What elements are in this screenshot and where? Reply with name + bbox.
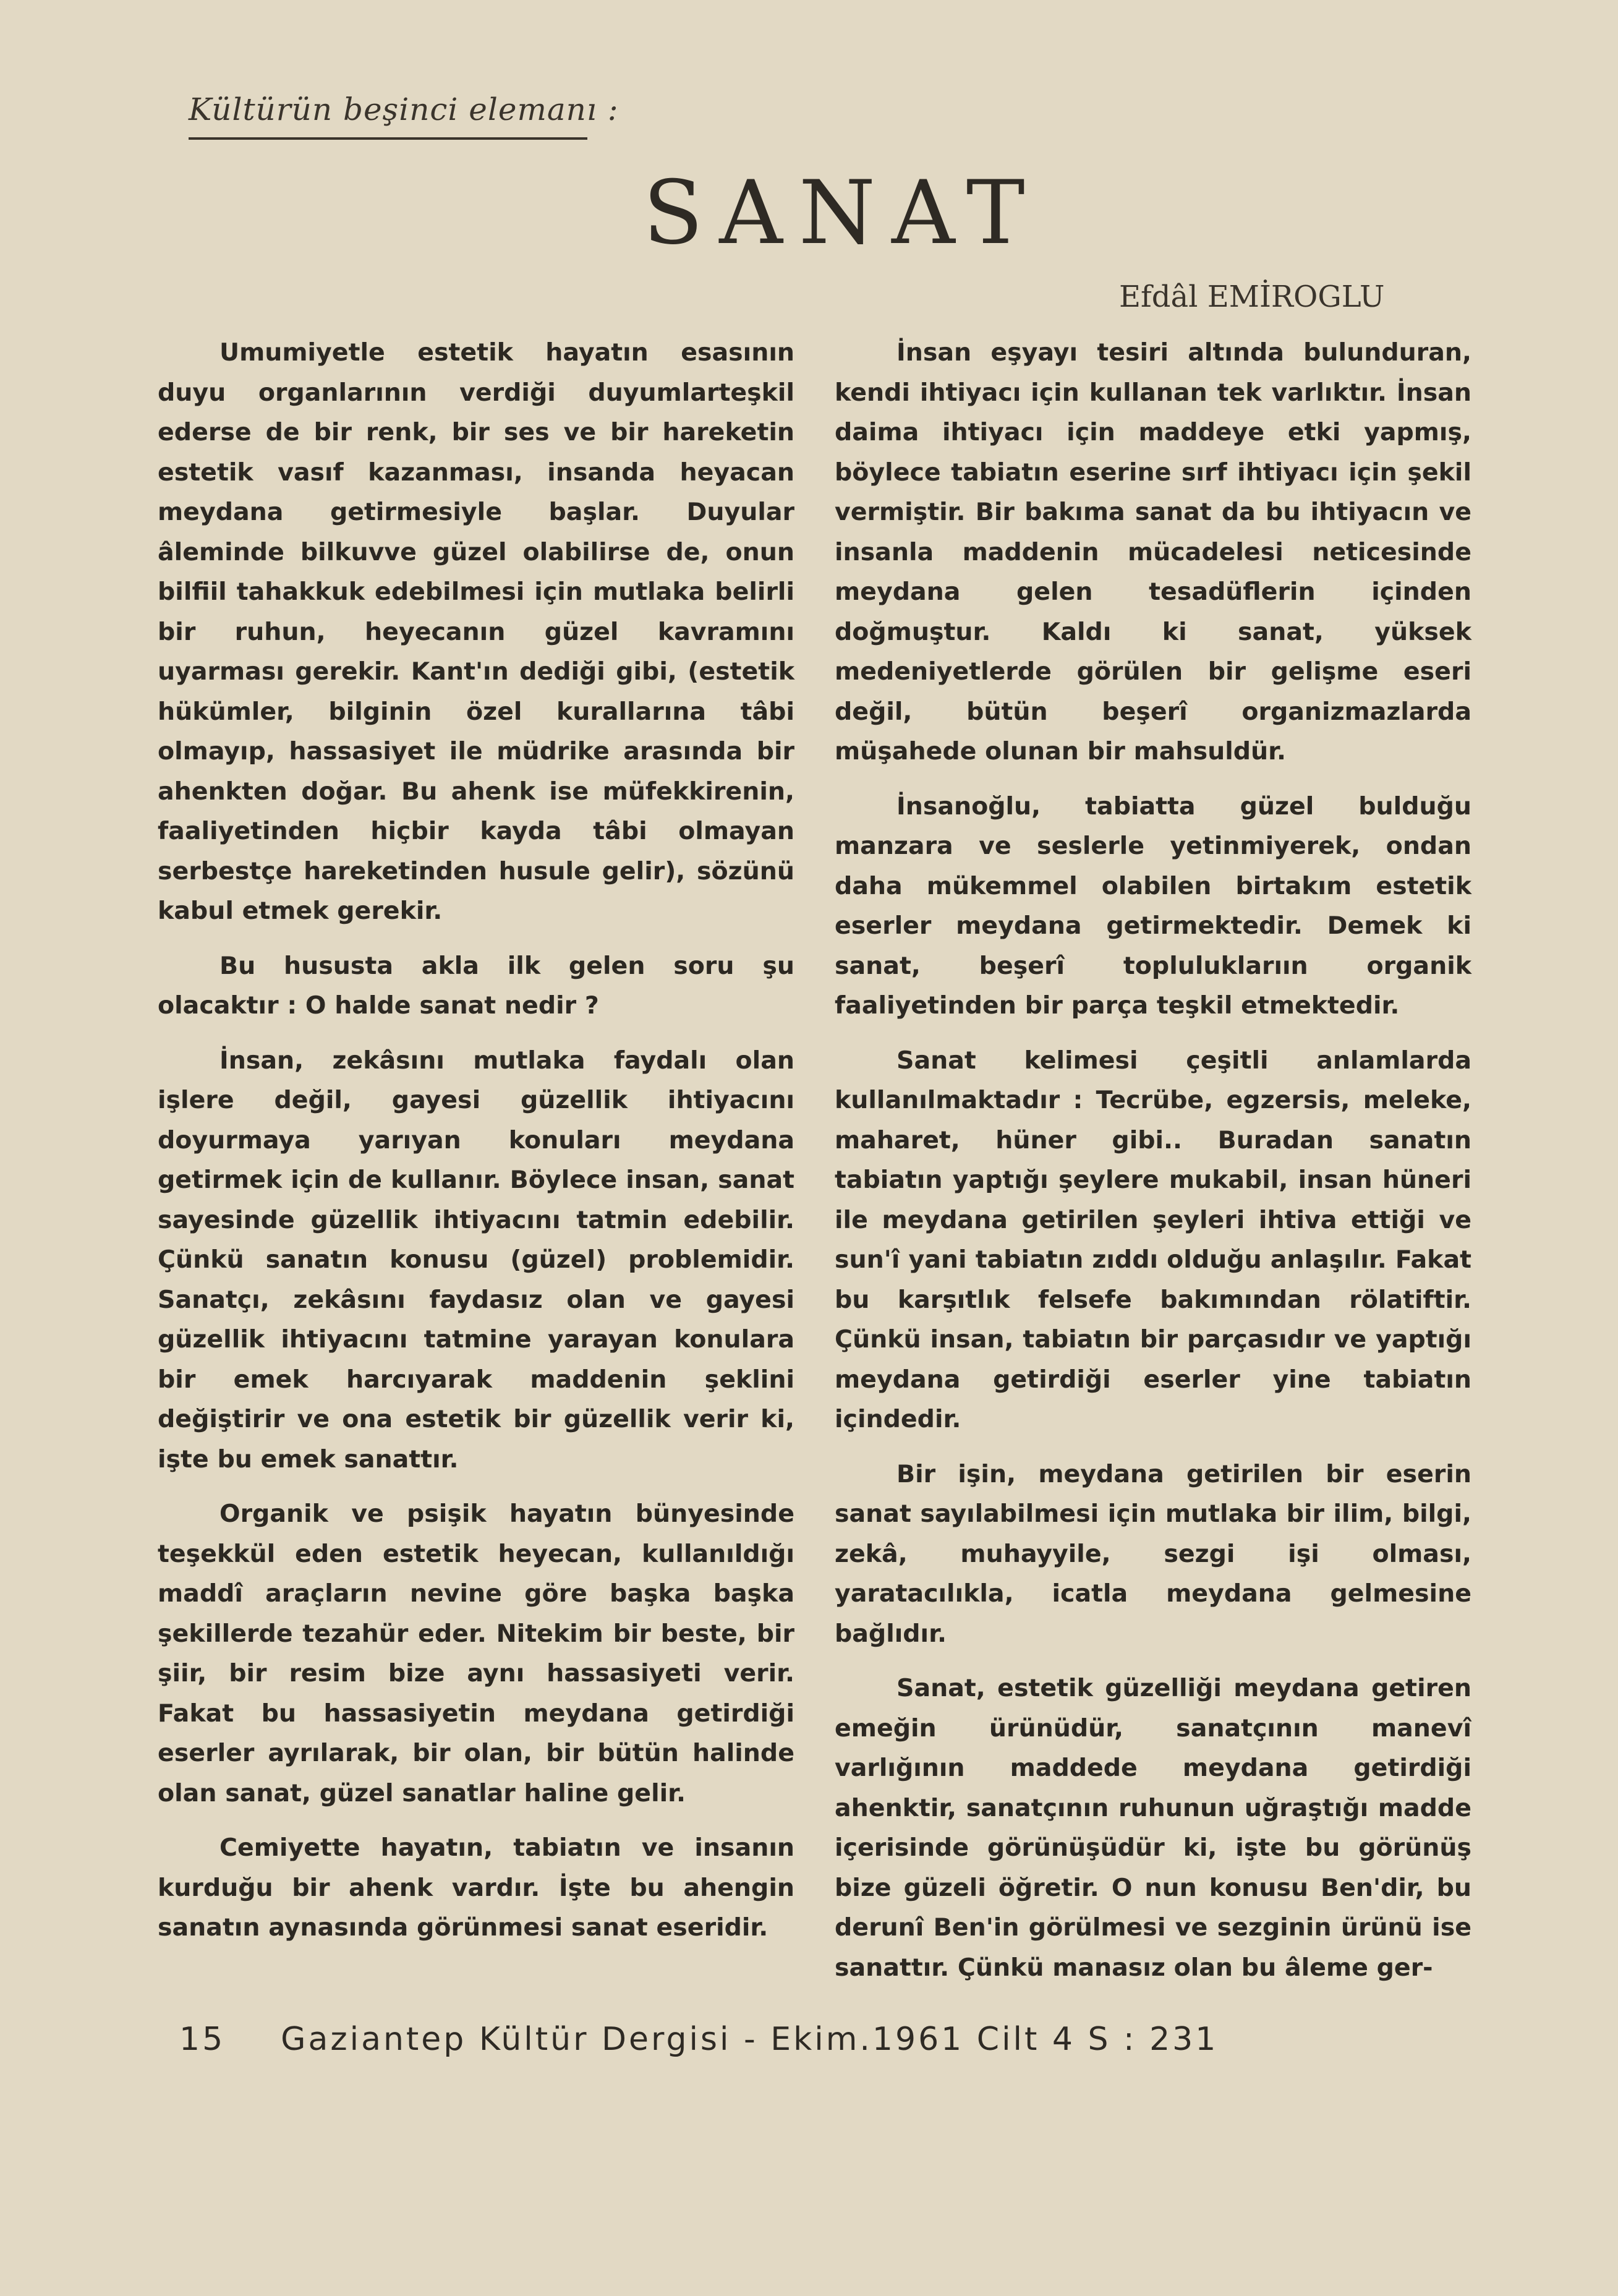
paragraph: Organik ve psişik hayatın bünyesinde teşekkül eden estetik heyecan, kullanıldığı maddî araçların nevine göre başka başka şekillerde tezahür eder. Nitekim bir beste, bir şiir, bir resim bize aynı hassasiyeti verir. Fakat bu hassasiyetin meydana getirdiği eserler ayrılarak, bir olan, bir bütün halinde olan sanat, güzel sanatlar haline gelir. <box>158 1500 794 1807</box>
paragraph: Umumiyetle estetik hayatın esasının duyu organlarının verdiği duyumlarteşkil ederse de bir renk, bir ses ve bir hareketin estetik vasıf kazanması, insanda heyacan meydana getirmesiyle başlar. Duyular âleminde bilkuvve güzel olabilirse de, onun bilfiil tahakkuk edebilmesi için mutlaka belirli bir ruhun, heyecanın güzel kavramını uyarması gerekir. Kant'ın dediği gibi, (estetik hükümler, bilginin özel kurallarına tâbi olmayıp, hassasiyet ile müdrike arasında bir ahenkten doğar. Bu ahenk ise müfekkirenin, faaliyetinden hiçbir kayda tâbi olmayan serbestçe hareketinden husule gelir), sözünü kabul etmek gerekir. <box>158 338 794 925</box>
page-number: 15 <box>179 2021 226 2058</box>
paragraph: Bu hususta akla ilk gelen soru şu olacaktır : O halde sanat nedir ? <box>158 951 794 1020</box>
journal-citation: Gaziantep Kültür Dergisi - Ekim.1961 Cilt 4 S : 231 <box>281 2021 1219 2058</box>
page-footer <box>179 2021 1218 2058</box>
paragraph: Bir işin, meydana getirilen bir eserin sanat sayılabilmesi için mutlaka bir ilim, bilgi, zekâ, muhayyile, sezgi işi olması, yaratacılıkla, icatla meydana gelmesine bağlıdır. <box>835 1459 1471 1648</box>
author-name: Efdâl EMİROGLU <box>1119 280 1385 314</box>
paragraph: Cemiyette hayatın, tabiatın ve insanın kurduğu bir ahenk vardır. İşte bu ahengin sanatın aynasında görünmesi sanat eseridir. <box>158 1833 794 1942</box>
paragraph: Sanat, estetik güzelliği meydana getiren emeğin ürünüdür, sanatçının manevî varlığının maddede meydana getirdiği ahenktir, sanatçının ruhunun uğraştığı madde içerisinde görünüşüdür ki, işte bu görünüş bize güzeli öğretir. O nun konusu Ben'dir, bu derunî Ben'in görülmesi ve sezginin ürünü ise sanattır. Çünkü manasız olan bu âleme ger- <box>835 1674 1471 1982</box>
paragraph: İnsanoğlu, tabiatta güzel bulduğu manzara ve seslerle yetinmiyerek, ondan daha mükemmel olabilen birtakım estetik eserler meydana getirmektedir. Demek ki sanat, beşerî topluluklarıın organik faaliyetinden bir parça teşkil etmektedir. <box>835 792 1471 1020</box>
right-column <box>835 333 1471 2002</box>
paragraph: Sanat kelimesi çeşitli anlamlarda kullanılmaktadır : Tecrübe, egzersis, meleke, maharet, hüner gibi.. Buradan sanatın tabiatın yaptığı şeylere mukabil, insan hüneri ile meydana getirilen şeyleri ihtiva ettiği ve sun'î yani tabiatın zıddı olduğu anlaşılır. Fakat bu karşıtlık felsefe bakımından rölatiftir. Çünkü insan, tabiatın bir parçasıdır ve yaptığı meydana getirdiği eserler yine tabiatın içindedir. <box>835 1046 1471 1433</box>
paragraph: İnsan eşyayı tesiri altında bulunduran, kendi ihtiyacı için kullanan tek varlıktır. İnsan daima ihtiyacı için maddeye etki yapmış, böylece tabiatın eserine sırf ihtiyacı için şekil vermiştir. Bir bakıma sanat da bu ihtiyacın ve insanla maddenin mücadelesi neticesinde meydana gelen tesadüflerin içinden doğmuştur. Kaldı ki sanat, yüksek medeniyetlerde görülen bir gelişme eseri değil, bütün beşerî organizmazlarda müşahede olunan bir mahsuldür. <box>835 338 1471 766</box>
kicker-heading: Kültürün beşinci elemanı : <box>189 92 619 127</box>
left-column <box>158 333 794 1963</box>
paragraph: İnsan, zekâsını mutlaka faydalı olan işlere değil, gayesi güzellik ihtiyacını doyurmaya yarıyan konuları meydana getirmek için de kullanır. Böylece insan, sanat sayesinde güzellik ihtiyacını tatmin edebilir. Çünkü sanatın konusu (güzel) problemidir. Sanatçı, zekâsını faydasız olan ve gayesi güzellik ihtiyacını tatmine yarayan konulara bir emek harcıyarak maddenin şeklini değiştirir ve ona estetik bir güzellik verir ki, işte bu emek sanattır. <box>158 1046 794 1474</box>
kicker-underline <box>189 137 587 140</box>
article-title: SANAT <box>643 162 1041 264</box>
